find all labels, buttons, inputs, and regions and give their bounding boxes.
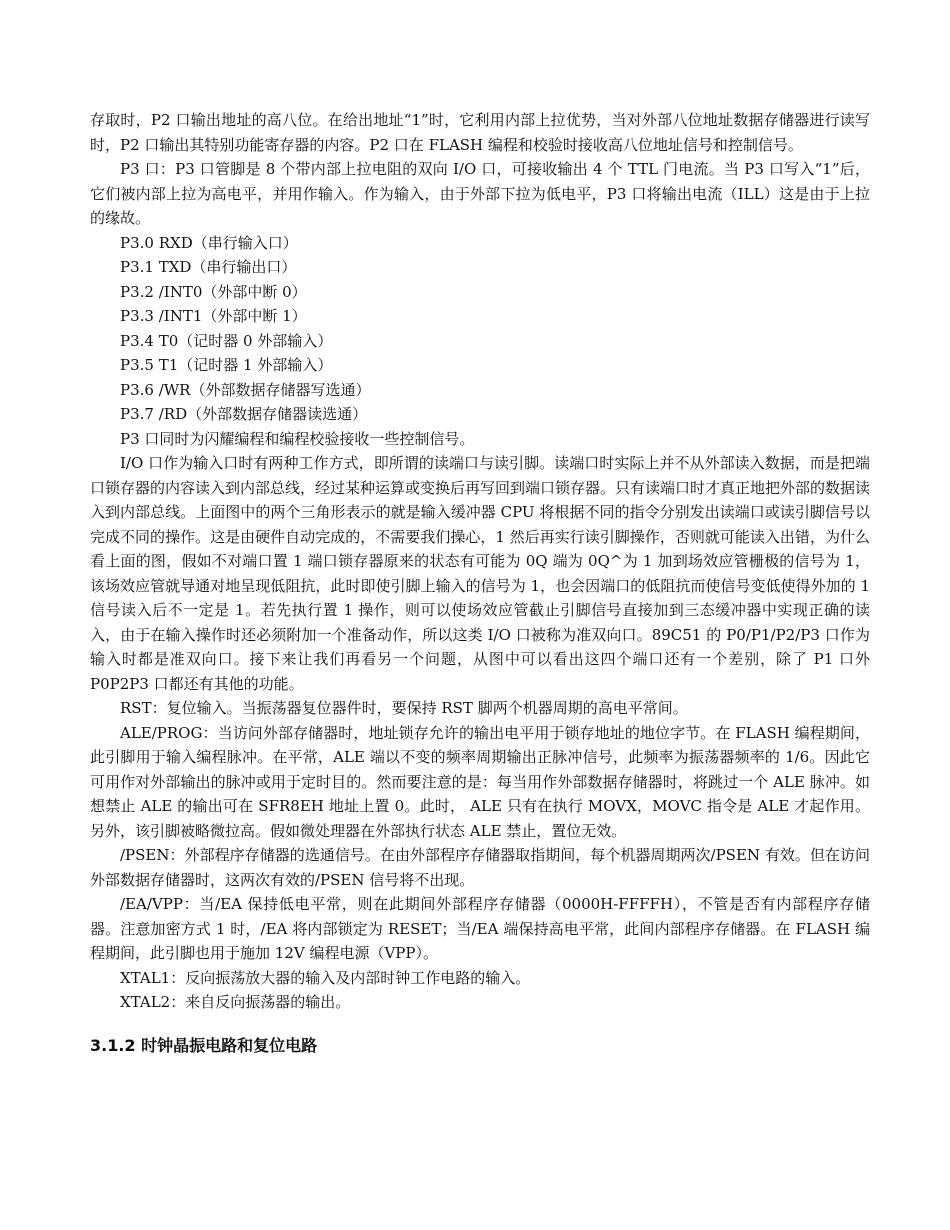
paragraph-ale-prog: ALE/PROG：当访问外部存储器时，地址锁存允许的输出电平用于锁存地址的地位字节。在 FLASH 编程期间，此引脚用于输入编程脉冲。在平常，ALE 端以不变的频率周期输出正脉冲信号，此频率为振荡器频率的 1/6。因此它可用作对外部输出的脉冲或用于定时目的。然而要注意的是：每当用作外部数据存储器时，将跳过一个 ALE 脉冲。如想禁止 ALE 的输出可在 SFR8EH 地址上置 0。此时， ALE 只有在执行 MOVX，MOVC 指令是 ALE 才起作用。另外，该引脚被略微拉高。假如微处理器在外部执行状态 ALE 禁止，置位无效。	[90, 723, 870, 840]
list-item: P3.1 TXD（串行输出口）	[120, 258, 297, 276]
document-page	[90, 108, 870, 1059]
list-item: P3.7 /RD（外部数据存储器读选通）	[120, 405, 368, 423]
paragraph-xtal1: XTAL1：反向振荡放大器的输入及内部时钟工作电路的输入。	[120, 968, 531, 987]
list-item: P3.6 /WR（外部数据存储器写选通）	[120, 380, 371, 399]
list-item: P3.5 T1（记时器 1 外部输入）	[120, 356, 333, 374]
list-item: P3.3 /INT1（外部中断 1）	[120, 307, 307, 325]
paragraph-xtal2: XTAL2：来自反向振荡器的输出。	[120, 993, 351, 1011]
paragraph-ea-vpp: /EA/VPP：当/EA 保持低电平常，则在此期间外部程序存储器（0000H-FFFFH），不管是否有内部程序存储器。注意加密方式 1 时，/EA 将内部锁定为 RESET；当/EA 端保持高电平常，此间内部程序存储器。在 FLASH 编程期间，此引脚也用于施加 12V 编程电源（VPP）。	[90, 895, 870, 962]
list-item: P3.4 T0（记时器 0 外部输入）	[120, 331, 333, 350]
paragraph-io-read-modes: I/O 口作为输入口时有两种工作方式，即所谓的读端口与读引脚。读端口时实际上并不从外部读入数据，而是把端口锁存器的内容读入到内部总线，经过某种运算或变换后再写回到端口锁存器。只有读端口时才真正地把外部的数据读入到内部总线。上面图中的两个三角形表示的就是输入缓冲器 CPU 将根据不同的指令分别发出读端口或读引脚信号以完成不同的操作。这是由硬件自动完成的，不需要我们操心，1 然后再实行读引脚操作，否则就可能读入出错，为什么看上面的图，假如不对端口置 1 端口锁存器原来的状态有可能为 0Q 端为 0Q^为 1 加到场效应管栅极的信号为 1，该场效应管就导通对地呈现低阻抗，此时即使引脚上输入的信号为 1，也会因端口的低阻抗而使信号变低使得外加的 1 信号读入后不一定是 1。若先执行置 1 操作，则可以使场效应管截止引脚信号直接加到三态缓冲器中实现正确的读入，由于在输入操作时还必须附加一个准备动作，所以这类 I/O 口被称为准双向口。89C51 的 P0/P1/P2/P3 口作为输入时都是准双向口。接下来让我们再看另一个问题，从图中可以看出这四个端口还有一个差别，除了 P1 口外 P0P2P3 口都还有其他的功能。	[90, 454, 871, 693]
paragraph-rst: RST：复位输入。当振荡器复位器件时，要保持 RST 脚两个机器周期的高电平常间。	[120, 699, 688, 717]
list-item: P3.0 RXD（串行输入口）	[120, 233, 298, 252]
list-item: P3 口同时为闪耀编程和编程校验接收一些控制信号。	[120, 429, 475, 448]
p3-function-list	[90, 231, 870, 452]
section-heading: 3.1.2 时钟晶振电路和复位电路	[90, 1035, 318, 1055]
paragraph-p3-port: P3 口：P3 口管脚是 8 个带内部上拉电阻的双向 I/O 口，可接收输出 4 个 TTL 门电流。当 P3 口写入“1”后，它们被内部上拉为高电平，并用作输入。作为输入，由于外部下拉为低电平，P3 口将输出电流（ILL）这是由于上拉的缘故。	[90, 160, 870, 227]
paragraph-p2-port: 存取时，P2 口输出地址的高八位。在给出地址“1”时，它利用内部上拉优势，当对外部八位地址数据存储器进行读写时，P2 口输出其特别功能寄存器的内容。P2 口在 FLASH 编程和校验时接收高八位地址信号和控制信号。	[90, 111, 870, 154]
paragraph-psen: /PSEN：外部程序存储器的选通信号。在由外部程序存储器取指期间，每个机器周期两次/PSEN 有效。但在访问外部数据存储器时，这两次有效的/PSEN 信号将不出现。	[90, 846, 870, 889]
list-item: P3.2 /INT0（外部中断 0）	[120, 282, 307, 301]
